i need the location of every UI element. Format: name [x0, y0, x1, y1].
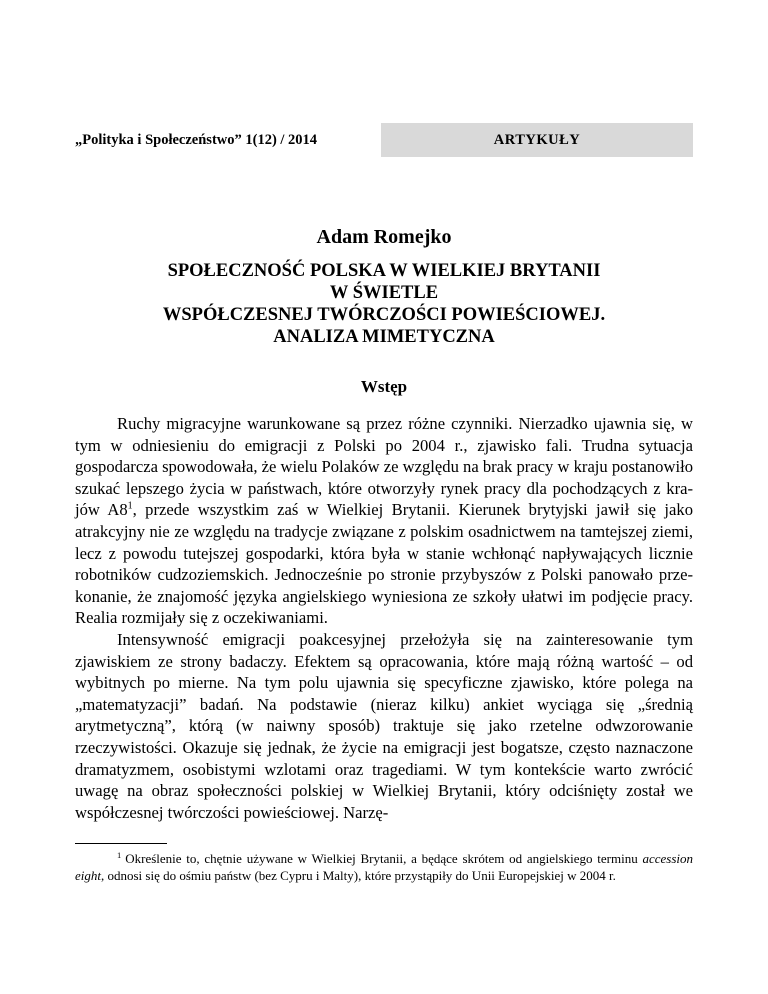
author-name: Adam Romejko: [316, 226, 452, 248]
article-body: [75, 413, 693, 823]
footnote-reference: 1: [127, 500, 133, 512]
running-header: [0, 123, 768, 157]
footnote-text: , odnosi się do ośmiu państw (bez Cypru i Malty), które przystąpiły do Unii Europejskiej w 2004 r.: [101, 868, 616, 883]
title-line: WSPÓŁCZESNEJ TWÓRCZOŚCI POWIEŚCIOWEJ.: [162, 305, 606, 325]
title-line: SPOŁECZNOŚĆ POLSKA W WIELKIEJ BRYTANII: [167, 261, 601, 281]
section-heading: Wstęp: [360, 377, 408, 396]
footnote-number: 1: [117, 849, 122, 860]
footnote: [75, 850, 693, 884]
footnote-divider: [75, 843, 167, 844]
paragraph: Intensywność emigracji poakcesyjnej przełożyła się na zainteresowanie tym zjawiskiem ze strony badaczy. Efektem są opracowania, które mają różną wartość – od wybitnych po mierne. Na tym polu ujawnia się specyficzne zjawisko, które polega na „matematyzacji” badań. Na podstawie (nieraz kilku) ankiet wyciąga się „średnią arytmetyczną”, którą (w naiwny sposób) traktuje się jako rzetelne odwzorowanie rzeczywistości. Okazuje się jednak, że życie na emigracji jest bogatsze, często naznaczone dramatyzmem, osobistymi wzlotami oraz tragediami. W tym kontekście warto zwrócić uwagę na obraz społeczności polskiej w Wielkiej Brytanii, który odciśnięty został we współczesnej twórczości powieściowej. Narzę-: [75, 629, 693, 822]
paragraph: [75, 413, 693, 629]
footnote-term: accession eight: [75, 851, 693, 883]
title-line: ANALIZA MIMETYCZNA: [273, 327, 495, 347]
paragraph-text: , przede wszystkim zaś w Wielkiej Brytanii. Kierunek brytyjski jawił się jako atrakcyjny nie ze względu na tradycje związane z polskim osadnictwem na tamtejszej ziemi, lecz z powodu tutejszej gospodarki, która była w stanie wchłonąć napływających licznie robotników cudzoziemskich. Jednocześnie po stronie przybyszów z Polski panowało przekonanie, że znajomość języka angielskiego wyniesiona ze szkoły ułatwi im podjęcie pracy. Realia rozmijały się z oczekiwaniami.: [75, 500, 693, 628]
footnote-paragraph: [75, 850, 693, 884]
journal-citation: „Polityka i Społeczeństwo” 1(12) / 2014: [75, 132, 318, 148]
section-label: ARTYKUŁY: [381, 123, 693, 157]
title-line: W ŚWIETLE: [329, 283, 439, 303]
paragraph-text: Ruchy migracyjne warunkowane są przez różne czynniki. Nierzadko ujawnia się, w tym w odniesieniu do emigracji z Polski po 2004 r., zjawisko fali. Trudna sytuacja gospodarcza spowodowała, że wielu Polaków ze względu na brak pracy w kraju postanowiło szukać lepszego życia w państwach, które otworzyły rynek pracy dla pochodzących z krajów A8: [75, 414, 693, 520]
article-title: [75, 260, 693, 348]
footnote-text: Określenie to, chętnie używane w Wielkiej Brytanii, a będące skrótem od angielskiego terminu: [125, 851, 643, 866]
